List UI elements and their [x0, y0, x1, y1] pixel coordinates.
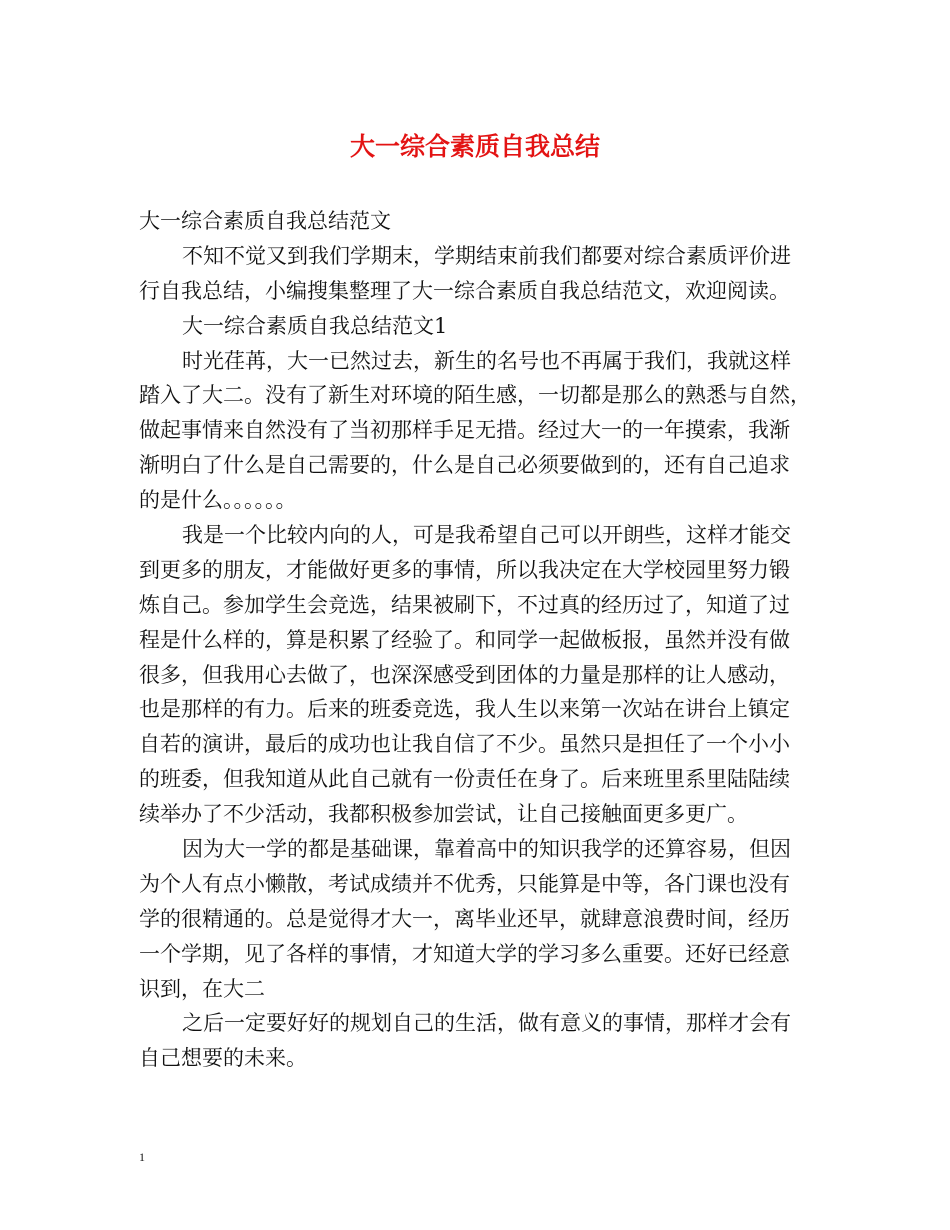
- body-line: 续举办了不少活动，我都积极参加尝试，让自己接触面更多更广。: [139, 802, 748, 827]
- page-number: 1: [139, 1150, 145, 1164]
- body-line: 渐明白了什么是自己需要的，什么是自己必须要做到的，还有自己追求: [139, 453, 790, 478]
- body-line: 为个人有点小懒散，考试成绩并不优秀，只能算是中等，各门课也没有: [139, 871, 790, 896]
- body-line: 因为大一学的都是基础课，靠着高中的知识我学的还算容易，但因: [182, 837, 791, 862]
- body-line: 做起事情来自然没有了当初那样手足无措。经过大一的一年摸索，我渐: [139, 418, 790, 443]
- body-line: 踏入了大二。没有了新生对环境的陌生感，一切都是那么的熟悉与自然，: [139, 383, 811, 408]
- body-line: 大一综合素质自我总结范文: [139, 209, 391, 233]
- body-line: 程是什么样的，算是积累了经验了。和同学一起做板报，虽然并没有做: [139, 627, 790, 652]
- body-line: 行自我总结，小编搜集整理了大一综合素质自我总结范文，欢迎阅读。: [139, 278, 790, 303]
- body-line: 一个学期，见了各样的事情，才知道大学的学习多么重要。还好已经意: [139, 941, 790, 966]
- body-line: 之后一定要好好的规划自己的生活，做有意义的事情，那样才会有: [182, 1011, 791, 1036]
- body-line: 时光荏苒，大一已然过去，新生的名号也不再属于我们，我就这样: [182, 348, 791, 373]
- body-line: 大一综合素质自我总结范文1: [182, 313, 448, 338]
- body-line: 很多，但我用心去做了，也深深感受到团体的力量是那样的让人感动，: [139, 662, 790, 687]
- body-line: 炼自己。参加学生会竞选，结果被刷下，不过真的经历过了，知道了过: [139, 592, 790, 617]
- body-line: 不知不觉又到我们学期末，学期结束前我们都要对综合素质评价进: [182, 243, 791, 268]
- body-line: 自己想要的未来。: [139, 1046, 307, 1071]
- body-line: 到更多的朋友，才能做好更多的事情，所以我决定在大学校园里努力锻: [139, 557, 790, 582]
- body-line: 学的很精通的。总是觉得才大一，离毕业还早，就肆意浪费时间，经历: [139, 906, 790, 931]
- body-line: 的班委，但我知道从此自己就有一份责任在身了。后来班里系里陆陆续: [139, 767, 790, 792]
- body-line: 自若的演讲，最后的成功也让我自信了不少。虽然只是担任了一个小小: [139, 732, 790, 757]
- body-line: 识到，在大二: [139, 976, 265, 1001]
- body-line: 我是一个比较内向的人，可是我希望自己可以开朗些，这样才能交: [182, 523, 791, 548]
- document-title: 大一综合素质自我总结: [349, 132, 600, 161]
- body-line: 的是什么。。。。。。: [139, 488, 297, 513]
- body-line: 也是那样的有力。后来的班委竞选，我人生以来第一次站在讲台上镇定: [139, 697, 790, 722]
- document-body: [139, 204, 829, 1076]
